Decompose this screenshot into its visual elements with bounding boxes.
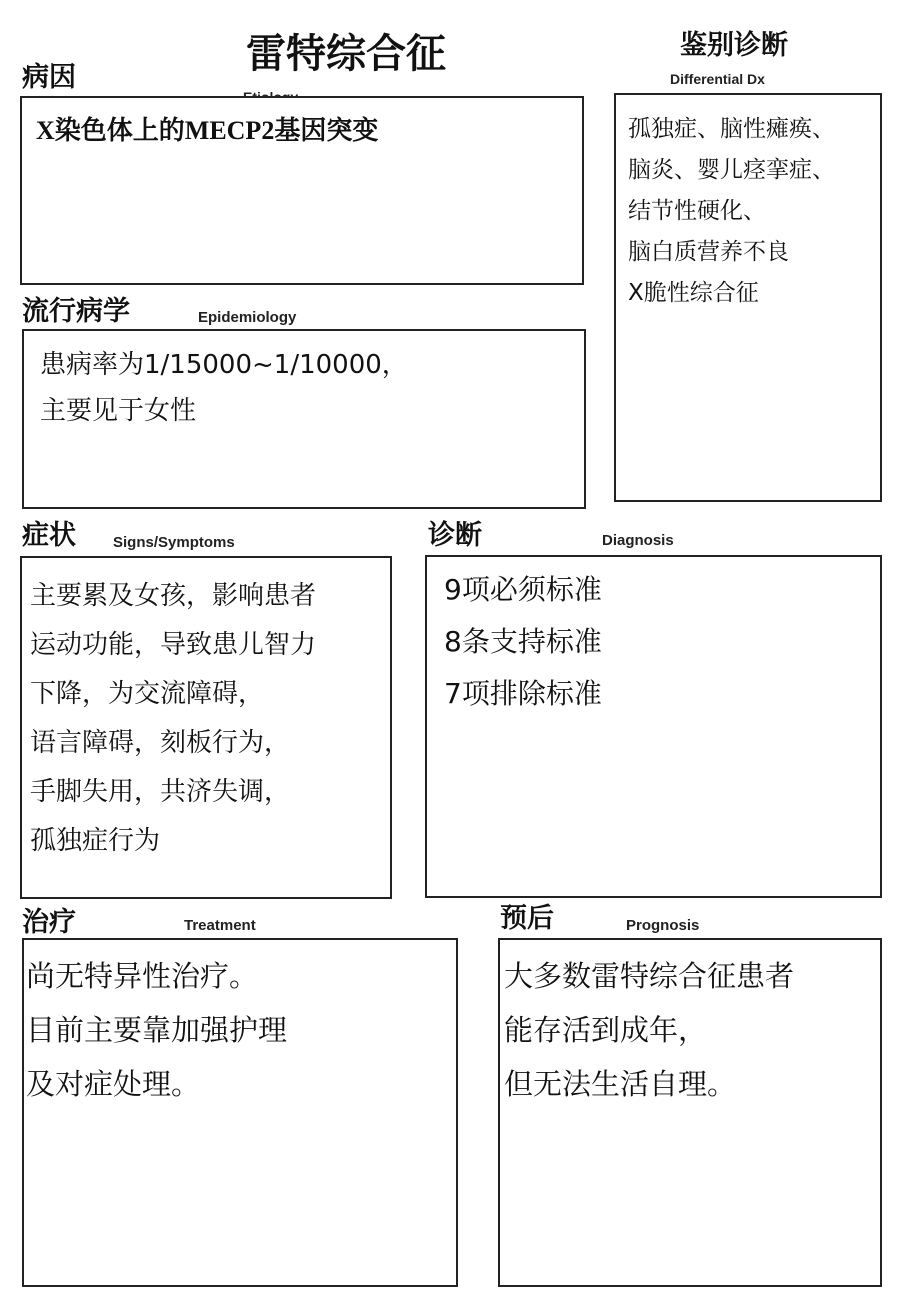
epidemiology-content	[40, 342, 408, 434]
prognosis-heading-en: Prognosis	[626, 917, 700, 934]
etiology-heading: 病因	[22, 62, 76, 93]
diagnosis-line: 9项必须标准	[444, 573, 602, 606]
diagnosis-heading: 诊断	[428, 520, 482, 551]
epidemiology-line: 患病率为1/15000~1/10000，	[40, 350, 408, 380]
epidemiology-heading-en: Epidemiology	[198, 309, 297, 326]
treatment-line: 及对症处理。	[26, 1067, 201, 1101]
differential-line: X脆性综合征	[628, 280, 759, 306]
page-title: 雷特综合征	[246, 31, 446, 77]
diagnosis-content	[444, 564, 602, 720]
symptoms-line: 语言障碍，刻板行为，	[30, 728, 291, 758]
symptoms-line: 手脚失用，共济失调，	[30, 777, 291, 807]
symptoms-heading-en: Signs/Symptoms	[113, 534, 235, 551]
etiology-content	[36, 108, 378, 154]
symptoms-content	[30, 572, 316, 866]
treatment-line: 尚无特异性治疗。	[26, 959, 259, 993]
symptoms-line: 主要累及女孩，影响患者	[30, 581, 317, 611]
differential-content	[628, 109, 835, 314]
treatment-content	[26, 949, 287, 1111]
epidemiology-heading: 流行病学	[22, 296, 130, 327]
epidemiology-line: 主要见于女性	[40, 396, 197, 426]
differential-line: 脑炎、婴儿痉挛症、	[628, 157, 835, 183]
differential-line: 脑白质营养不良	[628, 239, 789, 265]
prognosis-line: 但无法生活自理。	[504, 1067, 737, 1101]
prognosis-line: 能存活到成年，	[504, 1013, 708, 1047]
diagnosis-heading-en: Diagnosis	[602, 532, 674, 549]
symptoms-heading: 症状	[22, 520, 76, 551]
symptoms-line: 下降，为交流障碍，	[30, 679, 265, 709]
prognosis-heading: 预后	[500, 903, 554, 934]
treatment-heading-en: Treatment	[184, 917, 256, 934]
differential-line: 孤独症、脑性瘫痪、	[628, 116, 835, 142]
differential-heading-en: Differential Dx	[670, 71, 765, 87]
treatment-line: 目前主要靠加强护理	[26, 1013, 288, 1047]
etiology-line: X染色体上的MECP2基因突变	[36, 116, 379, 145]
symptoms-line: 孤独症行为	[30, 826, 161, 856]
prognosis-content	[504, 949, 794, 1111]
prognosis-line: 大多数雷特综合征患者	[504, 959, 795, 993]
differential-heading: 鉴别诊断	[680, 30, 788, 61]
symptoms-line: 运动功能，导致患儿智力	[30, 630, 317, 660]
diagnosis-line: 7项排除标准	[444, 677, 602, 710]
treatment-heading: 治疗	[22, 907, 76, 938]
diagnosis-line: 8条支持标准	[444, 625, 602, 658]
differential-line: 结节性硬化、	[628, 198, 766, 224]
